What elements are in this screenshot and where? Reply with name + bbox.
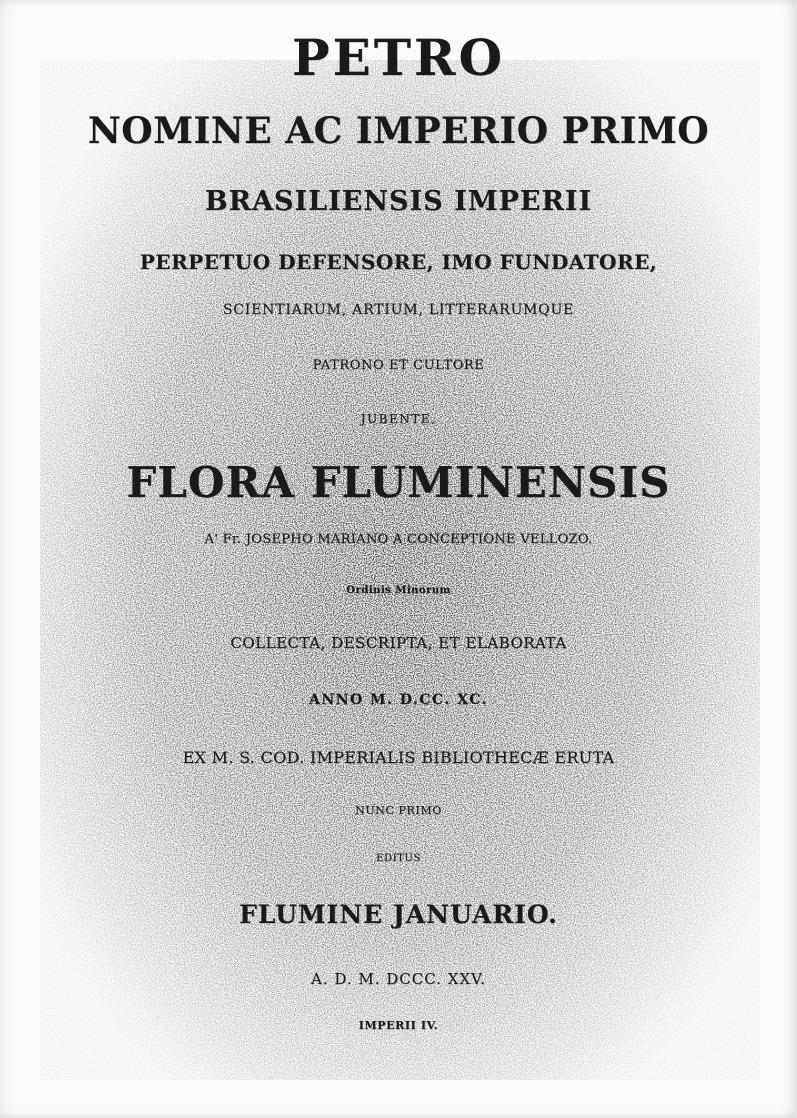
title-jubente: JUBENTE, xyxy=(360,412,437,426)
title-patrono: PATRONO ET CULTORE xyxy=(312,358,485,373)
collecta-line: COLLECTA, DESCRIPTA, ET ELABORATA xyxy=(230,634,567,652)
imperii-line: IMPERII IV. xyxy=(358,1019,439,1032)
source-line: EX M. S. COD. IMPERIALIS BIBLIOTHECÆ ERUTA xyxy=(182,748,615,767)
title-perpetuo: PERPETUO DEFENSORE, IMO FUNDATORE, xyxy=(139,250,658,274)
title-nomine: NOMINE AC IMPERIO PRIMO xyxy=(87,110,710,152)
title-brasiliensis: BRASILIENSIS IMPERII xyxy=(204,186,593,217)
anno-line: ANNO M. D.CC. XC. xyxy=(309,692,488,708)
order-line: Ordinis Minorum xyxy=(346,585,451,596)
title-petro: PETRO xyxy=(291,28,506,87)
publication-date-line: A. D. M. DCCC. XXV. xyxy=(310,970,487,988)
place-line: FLUMINE JANUARIO. xyxy=(239,900,558,929)
editus-line: EDITUS xyxy=(376,853,421,864)
author-line: A' Fr. JOSEPHO MARIANO A CONCEPTIONE VELLOZO. xyxy=(204,532,593,547)
main-title-flora-fluminensis: FLORA FLUMINENSIS xyxy=(126,458,671,507)
title-scientiarum: SCIENTIARUM, ARTIUM, LITTERARUMQUE xyxy=(222,302,575,318)
nunc-primo-line: NUNC PRIMO xyxy=(355,804,442,817)
